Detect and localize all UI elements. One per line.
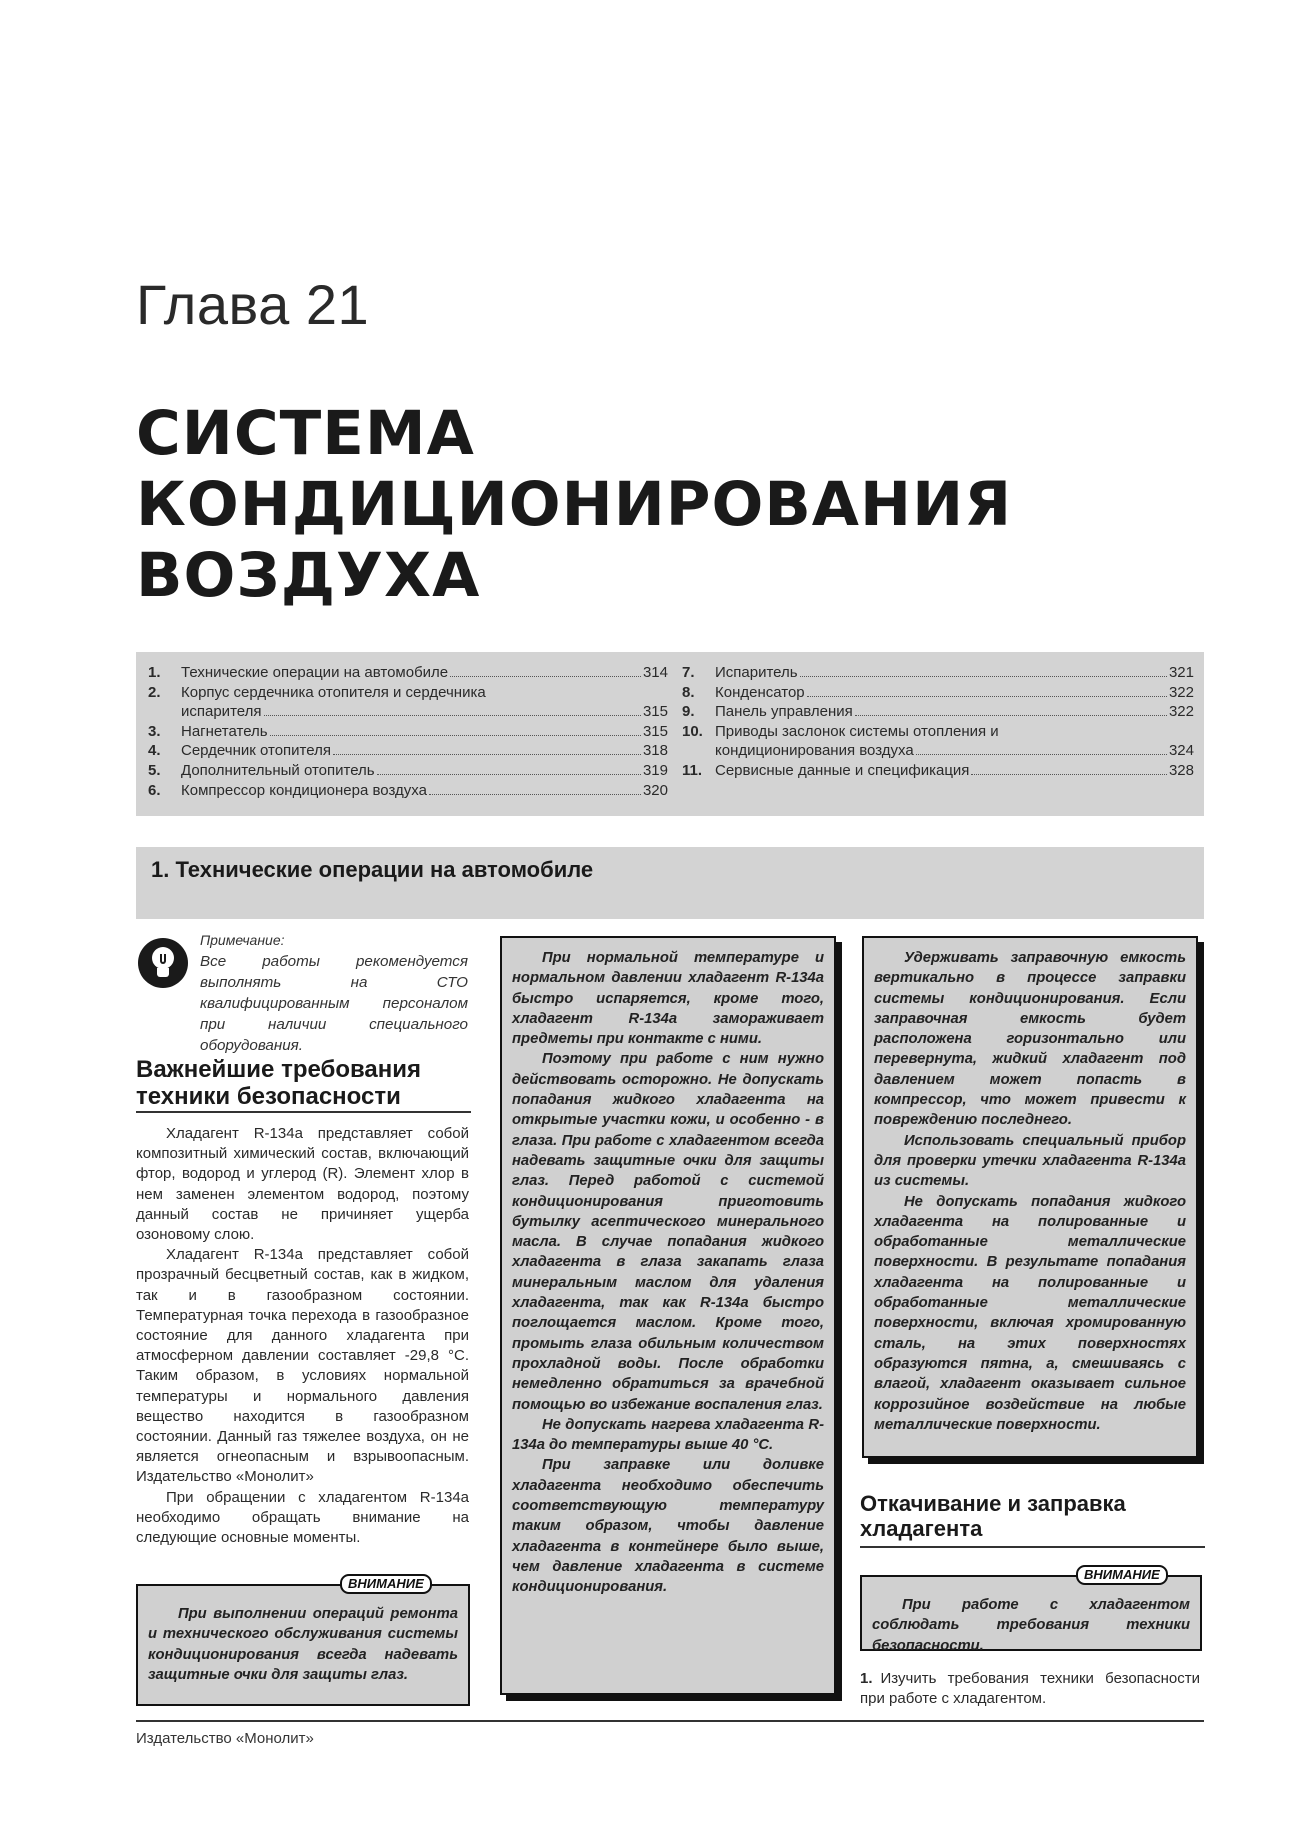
safety-body (136, 1124, 469, 1548)
box-paragraph: При заправке или доливке хладагента необходимо обеспечить соответствующую температуру таким образом, чтобы давление хладагента в контейнере было выше, чем давление хладагента в системе кондиционирования. (512, 1457, 824, 1596)
toc-item (682, 663, 1194, 683)
toc-page-number: 319 (642, 761, 668, 779)
toc-item (682, 761, 1194, 781)
chapter-title-line: ВОЗДУХА (136, 540, 481, 611)
chapter-title-line: СИСТЕМА (136, 398, 475, 469)
chapter-title (136, 398, 1012, 611)
toc-leader (800, 676, 1167, 677)
toc-title: кондиционирования воздуха (715, 742, 914, 760)
warning-text: При работе с хладагентом соблюдать требования техники безопасности. (872, 1597, 1190, 1654)
toc-leader (971, 774, 1167, 775)
toc-number: 1. (148, 664, 161, 681)
toc-page-number: 315 (642, 703, 668, 721)
section-heading: 1. Технические операции на автомобиле (151, 857, 594, 882)
warning-text: При выполнении операций ремонта и технического обслуживания системы кондиционирования всегда надевать защитные очки для защиты глаз. (148, 1606, 458, 1683)
toc-item (682, 683, 1194, 703)
toc-number: 5. (148, 761, 161, 779)
safety-heading-line: техники безопасности (136, 1083, 401, 1110)
safety-box-right (862, 936, 1198, 1458)
toc-title: Нагнетатель (181, 722, 268, 740)
section-heading-bar (136, 847, 1204, 919)
toc-title: Дополнительный отопитель (181, 761, 375, 779)
warning-tag: ВНИМАНИЕ (340, 1574, 432, 1594)
toc-page-number: 320 (642, 781, 668, 799)
toc-item (148, 663, 668, 683)
toc-leader (807, 696, 1167, 697)
toc-item (682, 702, 1194, 722)
toc-item (148, 741, 668, 761)
toc-title: Корпус сердечника отопителя и сердечника (181, 683, 486, 701)
toc-page-number: 315 (642, 722, 668, 740)
toc-title: Испаритель (715, 664, 798, 681)
footer-rule (136, 1720, 1204, 1722)
note-label: Примечание: (200, 932, 285, 948)
safety-heading (136, 1056, 421, 1110)
body-paragraph: Хладагент R-134a представляет собой композитный химический состав, включающий фтор, водород и углерод (R). Элемент хлор в нем заменен элементом водород, поэтому данный состав не причиняет ущерба озоновому слою. (136, 1125, 469, 1244)
warning-box-right (860, 1575, 1202, 1654)
toc-number: 3. (148, 722, 161, 740)
toc-number: 9. (682, 703, 695, 721)
toc-title: Панель управления (715, 703, 853, 721)
toc-page-number: 318 (642, 742, 668, 760)
toc-leader (450, 676, 641, 677)
toc-number: 6. (148, 781, 161, 799)
toc-title: Конденсатор (715, 683, 805, 701)
toc-leader (333, 754, 641, 755)
toc-column-left (148, 663, 668, 800)
toc-item (148, 761, 668, 781)
box-paragraph: Не допускать нагрева хладагента R-134a до температуры выше 40 °С. (512, 1416, 824, 1454)
toc-title: Технические операции на автомобиле (181, 664, 449, 681)
toc-leader (429, 794, 641, 795)
toc-page-number: 314 (642, 664, 668, 681)
toc-number: 7. (682, 664, 695, 681)
toc-item (148, 683, 668, 722)
body-paragraph: При обращении с хладагентом R-134a необходимо обращать внимание на следующие основные моменты. (136, 1488, 469, 1547)
toc-title: испарителя (181, 703, 262, 721)
toc-leader (270, 735, 641, 736)
toc-number: 4. (148, 742, 161, 760)
table-of-contents (136, 652, 1204, 816)
note-text: Все работы рекомендуется выполнять на СТО квалифицированным персоналом при наличии специального оборудования. (200, 953, 468, 1054)
box-paragraph: При нормальной температуре и нормальном давлении хладагент R-134a быстро испаряется, кроме того, хладагент R-134a замораживает предметы при контакте с ними. (512, 950, 824, 1048)
pump-heading-line: хладагента (860, 1516, 983, 1541)
warning-tag: ВНИМАНИЕ (1076, 1565, 1168, 1585)
safety-heading-line: Важнейшие требования (136, 1056, 422, 1083)
toc-page-number: 328 (1168, 761, 1194, 779)
toc-page-number: 322 (1168, 703, 1194, 721)
toc-page-number: 324 (1168, 742, 1194, 760)
toc-number: 10. (682, 722, 703, 740)
toc-page-number: 321 (1168, 664, 1194, 681)
toc-item (148, 781, 668, 801)
toc-item (682, 722, 1194, 761)
toc-title: Сервисные данные и спецификация (715, 761, 970, 779)
toc-title: Сердечник отопителя (181, 742, 331, 760)
lightbulb-icon (138, 938, 188, 988)
safety-box-middle (500, 936, 836, 1695)
toc-number: 11. (682, 761, 703, 779)
toc-leader (855, 715, 1167, 716)
toc-title: Приводы заслонок системы отопления и (715, 722, 999, 740)
toc-number: 8. (682, 683, 695, 701)
chapter-title-line: КОНДИЦИОНИРОВАНИЯ (136, 469, 1013, 540)
toc-number: 2. (148, 683, 161, 701)
toc-title: Компрессор кондиционера воздуха (181, 781, 427, 799)
step-number: 1. (860, 1670, 873, 1687)
toc-item (148, 722, 668, 742)
toc-leader (264, 715, 641, 716)
body-paragraph: Хладагент R-134a представляет собой прозрачный бесцветный состав, как в жидком, так и в газообразном состоянии. Температурная точка перехода в газообразное состояние для данного хладагента при атмосферном давлении составляет -29,8 °С. Таким образом, в условиях нормальной температуры и нормального давления вещество находится в газообразном состоянии. Данный газ тяжелее воздуха, он не является огнеопасным и взрывоопасным. Издательство «Монолит» (136, 1246, 469, 1486)
toc-column-right (682, 663, 1194, 781)
warning-box-left (136, 1584, 470, 1706)
box-paragraph: Не допускать попадания жидкого хладагента на полированные и обработанные металлические поверхности. В результате попадания хладагента на полированные и обработанные металлические поверхности, включая хромированную сталь, на этих поверхностях образуются пятна, а, смешиваясь с влагой, хладагент оказывает сильное коррозийное воздействие на любые металлические поверхности. (874, 1193, 1186, 1433)
step-text: Изучить требования техники безопасности при работе с хладагентом. (860, 1670, 1200, 1707)
box-paragraph: Поэтому при работе с ним нужно действовать осторожно. Не допускать попадания жидкого хладагента на открытые участки кожи, и особенно - в глаза. При работе с хладагентом всегда надевать защитные очки для защиты глаз. Перед работой с системой кондиционирования приготовить бутылку асептического минерального масла. В случае попадания жидкого хладагента в глаза закапать глаза минеральным маслом для удаления хладагента, так как R-134a быстро поглощается маслом. Кроме того, промыть глаза обильным количеством прохладной воды. После обработки немедленно обратиться за врачебной помощью во избежание воспаления глаз. (512, 1051, 824, 1413)
toc-page-number: 322 (1168, 683, 1194, 701)
box-paragraph: Удерживать заправочную емкость вертикально в процессе заправки системы кондиционирования. Если заправочная емкость будет расположена горизонтально или перевернута, жидкий хладагент под давлением может попасть в компрессор, что может привести к повреждению последнего. (874, 950, 1186, 1129)
step-item (860, 1669, 1200, 1709)
toc-leader (377, 774, 641, 775)
pump-heading-line: Откачивание и заправка (860, 1491, 1126, 1516)
heading-underline (136, 1111, 471, 1113)
footer-publisher: Издательство «Монолит» (136, 1730, 314, 1747)
heading-underline (860, 1546, 1205, 1548)
toc-leader (916, 754, 1167, 755)
box-paragraph: Использовать специальный прибор для проверки утечки хладагента R-134a из системы. (874, 1132, 1186, 1190)
pump-heading (860, 1491, 1126, 1541)
chapter-label: Глава 21 (136, 273, 370, 336)
